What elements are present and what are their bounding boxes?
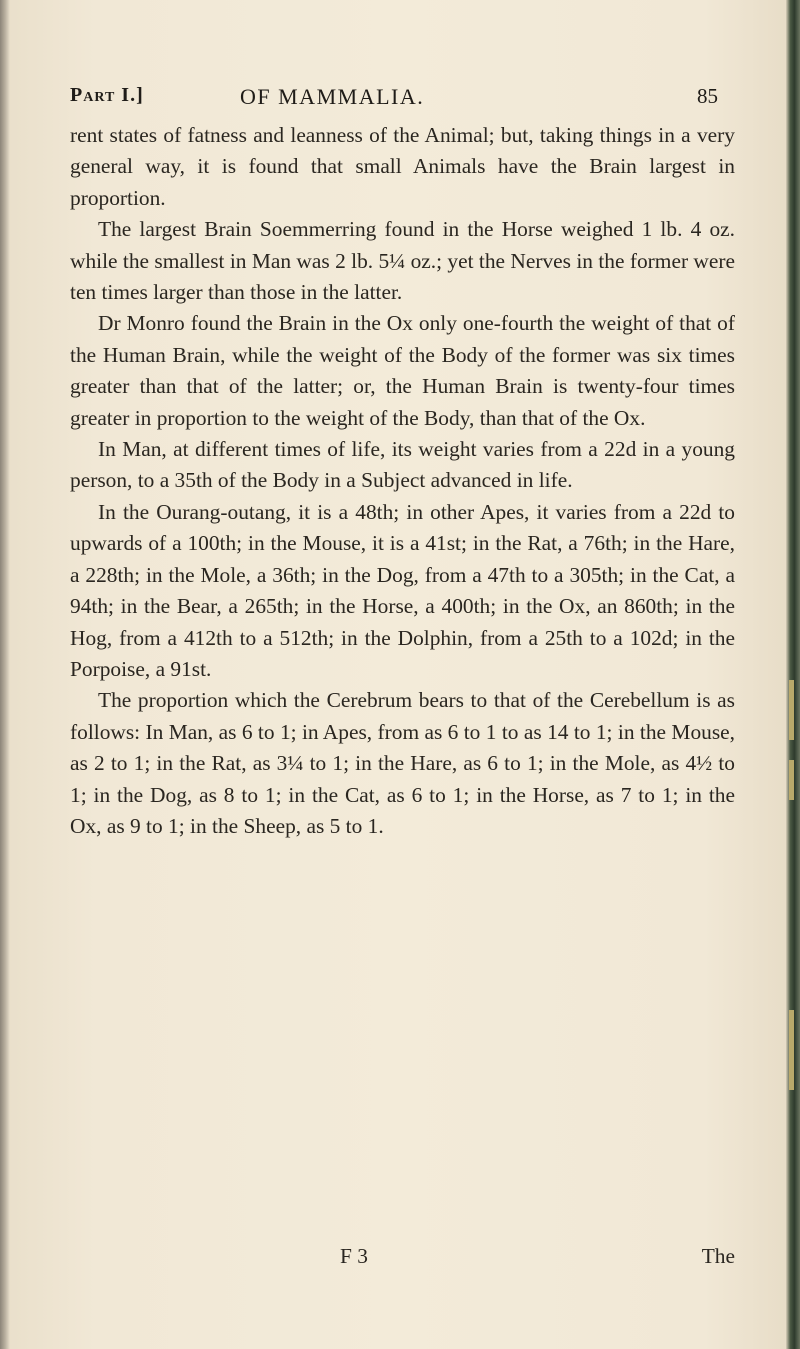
paragraph-5: In the Ourang-outang, it is a 48th; in other Apes, it varies from a 22d to upwards of a 100th; in the Mouse, it is a 41st; in the Rat, a 76th; in the Hare, a 228th; in the Mole, a 36th; in the Dog, from a 47th to a 305th; in the Cat, a 94th; in the Bear, a 265th; in the Horse, a 400th; in the Ox, an 860th; in the Hog, from a 412th to a 512th; in the Dolphin, from a 25th to a 102d; in the Porpoise, a 91st. <box>70 499 735 681</box>
running-header <box>70 84 718 114</box>
page-footer <box>70 1244 735 1276</box>
paragraph-3: Dr Monro found the Brain in the Ox only one-fourth the weight of that of the Human Brain, while the weight of the Body of the former was six times greater than that of the latter; or, the Human Brain is twenty-four times greater in proportion to the weight of the Body, than that of the Ox. <box>70 311 735 430</box>
paragraph-2: The largest Brain Soemmerring found in the Horse weighed 1 lb. 4 oz. while the smallest in Man was 2 lb. 5¼ oz.; yet the Nerves in the former were ten times larger than those in the latter. <box>70 217 735 305</box>
signature-mark: F 3 <box>340 1244 368 1268</box>
part-label: Part I.] <box>70 84 144 106</box>
running-title: OF MAMMALIA. <box>240 84 425 109</box>
gutter-shadow <box>0 0 10 1349</box>
paragraph-1: rent states of fatness and leanness of the Animal; but, taking things in a very general way, it is found that small Animals have the Brain largest in proportion. <box>70 123 735 210</box>
page-edge <box>786 0 800 1349</box>
catchword: The <box>701 1244 735 1268</box>
paragraph-4: In Man, at different times of life, its weight varies from a 22d in a young person, to a 35th of the Body in a Subject advanced in life. <box>70 437 735 493</box>
body-text <box>70 120 735 842</box>
paragraph-6: The proportion which the Cerebrum bears to that of the Cerebellum is as follows: In Man, as 6 to 1; in Apes, from as 6 to 1 to as 14 to 1; in the Mouse, as 2 to 1; in the Rat, as 3¼ to 1; in the Hare, as 6 to 1; in the Mole, as 4½ to 1; in the Dog, as 8 to 1; in the Cat, as 6 to 1; in the Horse, as 7 to 1; in the Ox, as 9 to 1; in the Sheep, as 5 to 1. <box>70 688 735 838</box>
page-number: 85 <box>697 84 718 108</box>
